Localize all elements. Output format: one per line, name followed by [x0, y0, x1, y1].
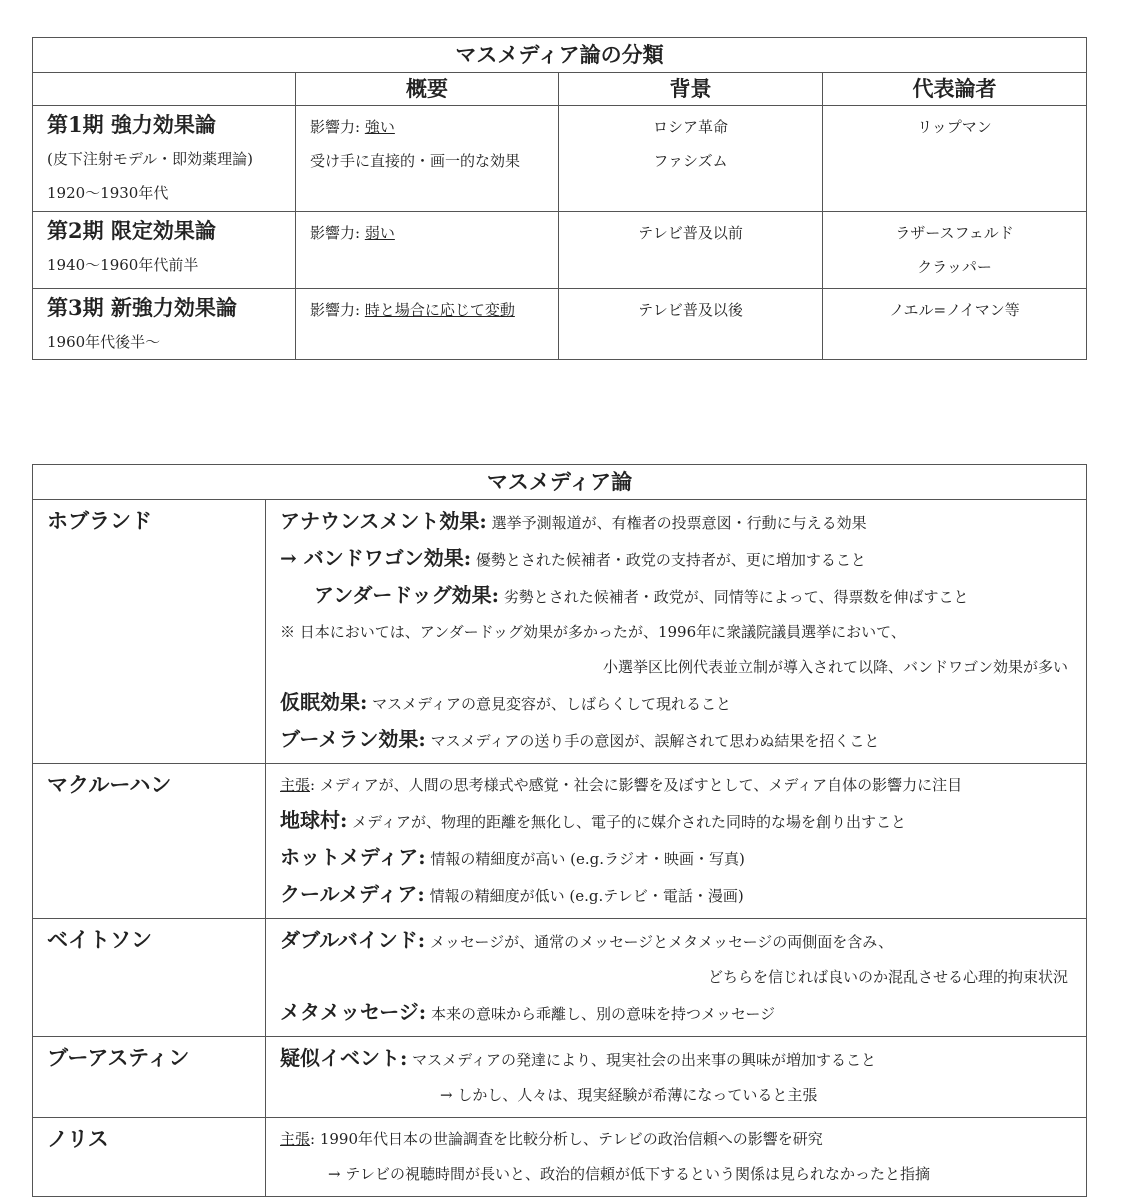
term-bandwagon: → バンドワゴン効果: — [280, 546, 472, 570]
theorist-item: ラザースフェルド — [895, 224, 1014, 242]
term-desc-cont: → しかし、人々は、現実経験が希薄になっていると主張 — [440, 1086, 818, 1104]
theory-body — [266, 1118, 1087, 1197]
period-cell — [33, 212, 296, 289]
term-cool-media: クールメディア: — [280, 882, 425, 906]
header-background: 背景 — [559, 73, 823, 106]
theory-body — [266, 500, 1087, 764]
term-desc: マスメディアの発達により、現実社会の出来事の興味が増加すること — [412, 1051, 876, 1069]
note-text-cont: 小選挙区比例代表並立制が導入されて以降、バンドワゴン効果が多い — [603, 658, 1069, 676]
period-note: (皮下注射モデル・即効薬理論) — [47, 150, 253, 168]
theorist-name: ノリス — [33, 1118, 266, 1197]
claim-text: : メディアが、人間の思考様式や感覚・社会に影響を及ぼすとして、メディア自体の影響力に注目 — [310, 776, 963, 794]
term-sleeper: 仮眠効果: — [280, 690, 368, 714]
term-global-village: 地球村: — [280, 808, 348, 832]
header-theorists: 代表論者 — [823, 73, 1087, 106]
claim-label: 主張 — [280, 1130, 311, 1148]
term-desc: メディアが、物理的距離を無化し、電子的に媒介された同時的な場を創り出すこと — [352, 813, 906, 831]
theorist-item: リップマン — [917, 118, 992, 136]
influence-value: 強い — [364, 118, 395, 136]
background-item: テレビ普及以前 — [638, 224, 743, 242]
influence-label: 影響力: — [310, 301, 361, 319]
table1-title: マスメディア論の分類 — [33, 38, 1087, 73]
influence-value: 時と場合に応じて変動 — [364, 301, 515, 319]
term-desc-cont: どちらを信じれば良いのか混乱させる心理的拘束状況 — [708, 968, 1069, 986]
background-cell — [559, 289, 823, 360]
claim-text-cont: → テレビの視聴時間が長いと、政治的信頼が低下するという関係は見られなかったと指摘 — [328, 1165, 931, 1183]
claim-text: : 1990年代日本の世論調査を比較分析し、テレビの政治信頼への影響を研究 — [310, 1130, 823, 1148]
theorist-name: ベイトソン — [33, 919, 266, 1037]
theorists-cell — [823, 106, 1087, 212]
period-name: 第3期 新強力効果論 — [47, 295, 237, 320]
theory-body — [266, 1037, 1087, 1118]
summary-text: 受け手に直接的・画一的な効果 — [310, 152, 521, 170]
term-boomerang: ブーメラン効果: — [280, 727, 426, 751]
term-desc: メッセージが、通常のメッセージとメタメッセージの両側面を含み、 — [429, 933, 894, 951]
table-row — [33, 1037, 1087, 1118]
table-row — [33, 289, 1087, 360]
period-cell — [33, 106, 296, 212]
term-desc: 本来の意味から乖離し、別の意味を持つメッセージ — [430, 1005, 776, 1023]
theorist-item: クラッパー — [917, 258, 992, 276]
period-name: 第2期 限定効果論 — [47, 218, 216, 243]
table-row — [33, 212, 1087, 289]
term-desc: マスメディアの送り手の意図が、誤解されて思わぬ結果を招くこと — [430, 732, 880, 750]
summary-cell — [296, 106, 559, 212]
table-row — [33, 106, 1087, 212]
background-cell — [559, 106, 823, 212]
term-desc: 情報の精細度が低い (e.g.テレビ・電話・漫画) — [429, 887, 744, 905]
period-name: 第1期 強力効果論 — [47, 112, 216, 137]
term-desc: 選挙予測報道が、有権者の投票意図・行動に与える効果 — [491, 514, 867, 532]
theorist-name: ブーアスティン — [33, 1037, 266, 1118]
term-desc: 劣勢とされた候補者・政党が、同情等によって、得票数を伸ばすこと — [503, 588, 969, 606]
period-years: 1960年代後半〜 — [47, 333, 161, 351]
term-hot-media: ホットメディア: — [280, 845, 426, 869]
term-desc: マスメディアの意見変容が、しばらくして現れること — [372, 695, 731, 713]
background-item: テレビ普及以後 — [638, 301, 743, 319]
theorist-name: ホブランド — [33, 500, 266, 764]
theorist-name: マクルーハン — [33, 764, 266, 919]
influence-label: 影響力: — [310, 224, 361, 242]
media-theories-table — [32, 464, 1087, 1197]
term-metamessage: メタメッセージ: — [280, 1000, 427, 1024]
summary-cell — [296, 212, 559, 289]
term-double-bind: ダブルバインド: — [280, 928, 426, 952]
influence-value: 弱い — [364, 224, 395, 242]
table-row — [33, 919, 1087, 1037]
background-cell — [559, 212, 823, 289]
term-pseudo-event: 疑似イベント: — [280, 1046, 408, 1070]
background-item: ロシア革命 — [652, 118, 728, 136]
theory-body — [266, 919, 1087, 1037]
note-text: ※ 日本においては、アンダードッグ効果が多かったが、1996年に衆議院議員選挙において、 — [280, 623, 906, 641]
period-years: 1940〜1960年代前半 — [47, 256, 199, 274]
media-classification-table — [32, 37, 1087, 360]
table-row — [33, 764, 1087, 919]
theory-body — [266, 764, 1087, 919]
term-desc: 情報の精細度が高い (e.g.ラジオ・映画・写真) — [430, 850, 745, 868]
table2-title: マスメディア論 — [33, 465, 1087, 500]
summary-cell — [296, 289, 559, 360]
term-underdog: アンダードッグ効果: — [314, 583, 499, 607]
table-row — [33, 500, 1087, 764]
term-desc: 優勢とされた候補者・政党の支持者が、更に増加すること — [475, 551, 866, 569]
theorists-cell — [823, 212, 1087, 289]
header-summary: 概要 — [296, 73, 559, 106]
claim-label: 主張 — [280, 776, 311, 794]
theorist-item: ノエル=ノイマン等 — [889, 301, 1020, 319]
table-row — [33, 1118, 1087, 1197]
influence-label: 影響力: — [310, 118, 361, 136]
background-item: ファシズム — [653, 152, 728, 170]
period-cell — [33, 289, 296, 360]
theorists-cell — [823, 289, 1087, 360]
period-years: 1920〜1930年代 — [47, 184, 169, 202]
header-blank — [33, 73, 296, 106]
term-announcement: アナウンスメント効果: — [280, 509, 487, 533]
